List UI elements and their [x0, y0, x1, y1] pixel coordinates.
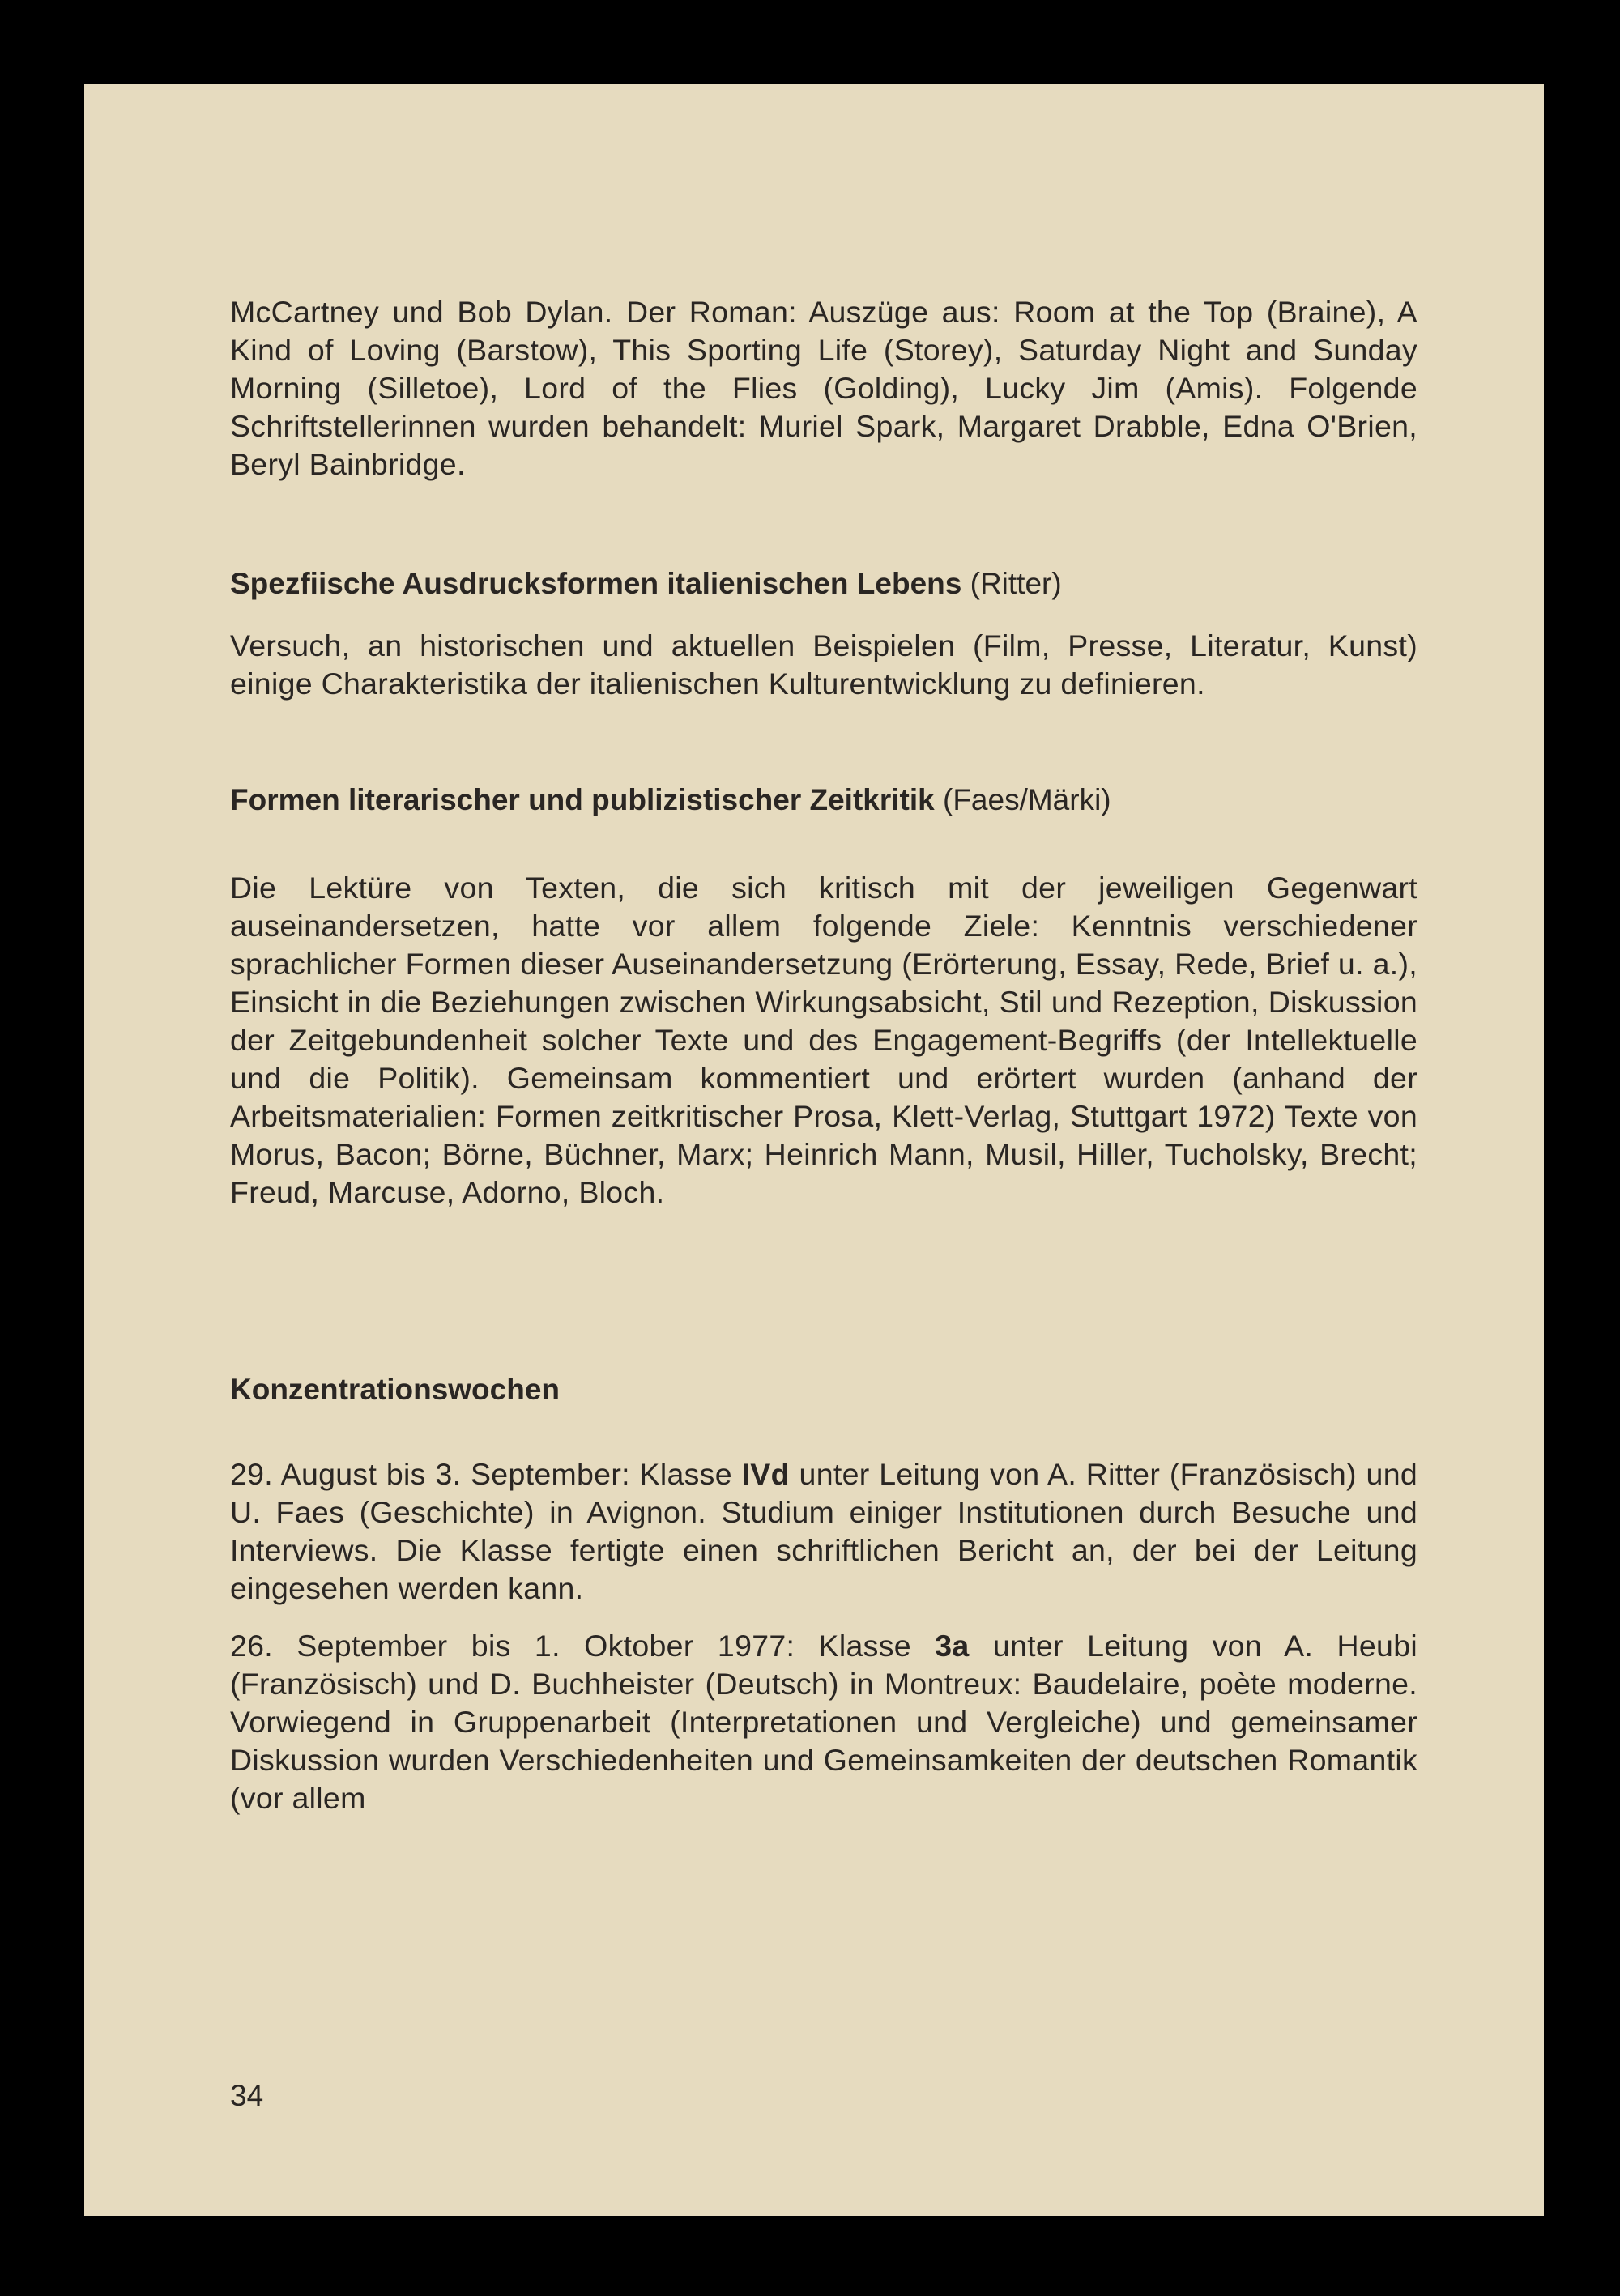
section-author: (Faes/Märki)	[943, 783, 1111, 816]
klasse-label: 3a	[935, 1629, 970, 1663]
document-page	[84, 84, 1544, 2216]
section-title: Spezfiische Ausdrucksformen italienischen Lebens	[230, 567, 962, 600]
konzentrationswoche-entry-1	[230, 1455, 1418, 1608]
entry-text-before: 26. September bis 1. Oktober 1977: Klasse	[230, 1629, 936, 1663]
italian-paragraph: Versuch, an historischen und aktuellen Beispielen (Film, Presse, Literatur, Kunst) einige Charakteristika der italienischen Kulturentwicklung zu definieren.	[230, 628, 1418, 701]
section-title: Formen literarischer und publizistischer Zeitkritik	[230, 783, 935, 816]
zeitkritik-paragraph: Die Lektüre von Texten, die sich kritisch mit der jeweiligen Gegenwart auseinandersetzen, hatte vor allem folgende Ziele: Kenntnis verschiedener sprachlicher Formen dieser Auseinandersetzung (Erörterung, Essay, Rede, Brief u. a.), Einsicht in die Beziehungen zwischen Wirkungsabsicht, Stil und Rezeption, Diskussion der Zeitgebundenheit solcher Texte und des Engagement-Begriffs (der Intellektuelle und die Politik). Gemeinsam kommentiert und erörtert wurden (anhand der Arbeitsmaterialien: Formen zeitkritischer Prosa, Klett-Verlag, Stuttgart 1972) Texte von Morus, Bacon; Börne, Büchner, Marx; Heinrich Mann, Musil, Hiller, Tucholsky, Brecht; Freud, Marcuse, Adorno, Bloch.	[230, 871, 1418, 1209]
section-heading-zeitkritik	[230, 781, 1418, 819]
section-author: (Ritter)	[970, 567, 1062, 600]
entry-text-before: 29. August bis 3. September: Klasse	[230, 1457, 742, 1491]
klasse-label: IVd	[741, 1457, 790, 1491]
entry-text-after: unter Leitung von A. Ritter (Französisch) und U. Faes (Geschichte) in Avignon. Studium einiger Institutionen durch Besuche und Interviews. Die Klasse fertigte einen schriftlichen Bericht an, der bei der Leitung eingesehen werden kann.	[230, 1457, 1418, 1605]
section-title: Konzentrationswochen	[230, 1373, 561, 1406]
intro-paragraph: McCartney und Bob Dylan. Der Roman: Auszüge aus: Room at the Top (Braine), A Kind of Loving (Barstow), This Sporting Life (Storey), Saturday Night and Sunday Morning (Silletoe), Lord of the Flies (Golding), Lucky Jim (Amis). Folgende Schriftstellerinnen wurden behandelt: Muriel Spark, Margaret Drabble, Edna O'Brien, Beryl Bainbridge.	[230, 295, 1418, 481]
page-content	[230, 293, 1418, 1817]
section-heading-konzentrationswochen	[230, 1370, 1418, 1408]
page-number: 34	[230, 2079, 264, 2112]
konzentrationswoche-entry-2	[230, 1627, 1418, 1817]
section-heading-italian	[230, 564, 1418, 603]
entry-text-after: unter Leitung von A. Heubi (Französisch) und D. Buchheister (Deutsch) in Montreux: Baudelaire, poète moderne. Vorwiegend in Gruppenarbeit (Interpretationen und Vergleiche) und gemeinsamer Diskussion wurden Verschiedenheiten und Gemeinsamkeiten der deutschen Romantik (vor allem	[230, 1629, 1418, 1815]
